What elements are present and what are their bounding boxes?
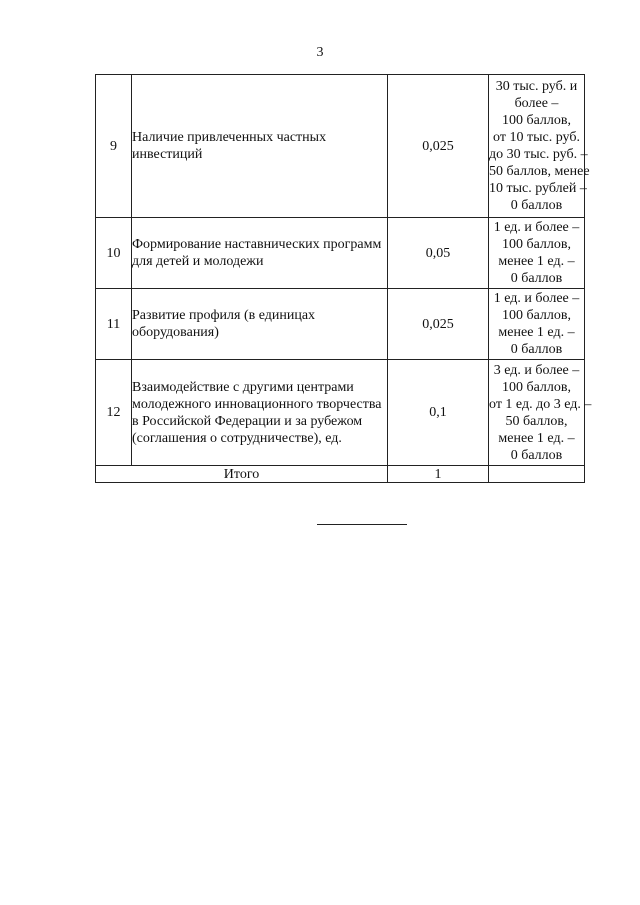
- criterion-score-scale: [489, 360, 592, 466]
- score-line: 50 баллов,: [505, 413, 568, 429]
- criterion-score-scale: [489, 75, 590, 218]
- criterion-weight: 0,025: [388, 75, 489, 218]
- score-line: 1 ед. и более –: [493, 291, 580, 306]
- score-line: до 30 тыс. руб. –: [489, 147, 588, 162]
- score-line: от 1 ед. до 3 ед. –: [489, 396, 592, 412]
- page-number: 3: [316, 45, 324, 60]
- row-number: 11: [96, 289, 132, 360]
- score-line: 10 тыс. рублей –: [489, 181, 587, 196]
- table-row: [96, 289, 585, 360]
- criterion-name: Взаимодействие с другими центрами молодежного инновационного творчества в Российской Федерации и за рубежом (соглашения о сотрудничестве), ед.: [132, 360, 388, 466]
- criteria-table: [95, 74, 592, 483]
- score-line: 3 ед. и более –: [493, 362, 580, 378]
- score-line: менее 1 ед. –: [498, 254, 575, 269]
- total-row: [96, 466, 585, 483]
- criterion-score-scale: [489, 218, 585, 289]
- score-line: 1 ед. и более –: [493, 220, 580, 235]
- criterion-weight: 0,1: [388, 360, 489, 466]
- total-score-cell: [489, 466, 585, 483]
- score-line: 100 баллов,: [501, 308, 572, 323]
- score-line: более –: [514, 96, 559, 111]
- score-line: 0 баллов: [510, 447, 563, 463]
- row-number: 12: [96, 360, 132, 466]
- score-line: от 10 тыс. руб.: [493, 130, 580, 145]
- criterion-name: Наличие привлеченных частных инвестиций: [132, 75, 388, 218]
- score-line: 50 баллов, менее: [489, 164, 590, 179]
- score-line: 100 баллов,: [501, 113, 572, 128]
- score-line: менее 1 ед. –: [498, 430, 575, 446]
- end-separator-line: [317, 524, 407, 525]
- score-line: менее 1 ед. –: [498, 325, 575, 340]
- score-line: 0 баллов: [510, 342, 563, 357]
- table-row: [96, 218, 585, 289]
- criterion-score-scale: [489, 289, 585, 360]
- score-line: 100 баллов,: [501, 237, 572, 252]
- score-line: 0 баллов: [510, 271, 563, 286]
- row-number: 9: [96, 75, 132, 218]
- score-line: 100 баллов,: [501, 379, 572, 395]
- total-label: Итого: [96, 466, 388, 483]
- score-line: 0 баллов: [510, 198, 563, 213]
- table-row: [96, 75, 585, 218]
- total-weight: 1: [388, 466, 489, 483]
- row-number: 10: [96, 218, 132, 289]
- criterion-name: Развитие профиля (в единицах оборудования): [132, 289, 388, 360]
- criterion-weight: 0,05: [388, 218, 489, 289]
- criterion-weight: 0,025: [388, 289, 489, 360]
- score-line: 30 тыс. руб. и: [495, 79, 578, 94]
- criterion-name: Формирование наставнических программ для детей и молодежи: [132, 218, 388, 289]
- table-row: [96, 360, 585, 466]
